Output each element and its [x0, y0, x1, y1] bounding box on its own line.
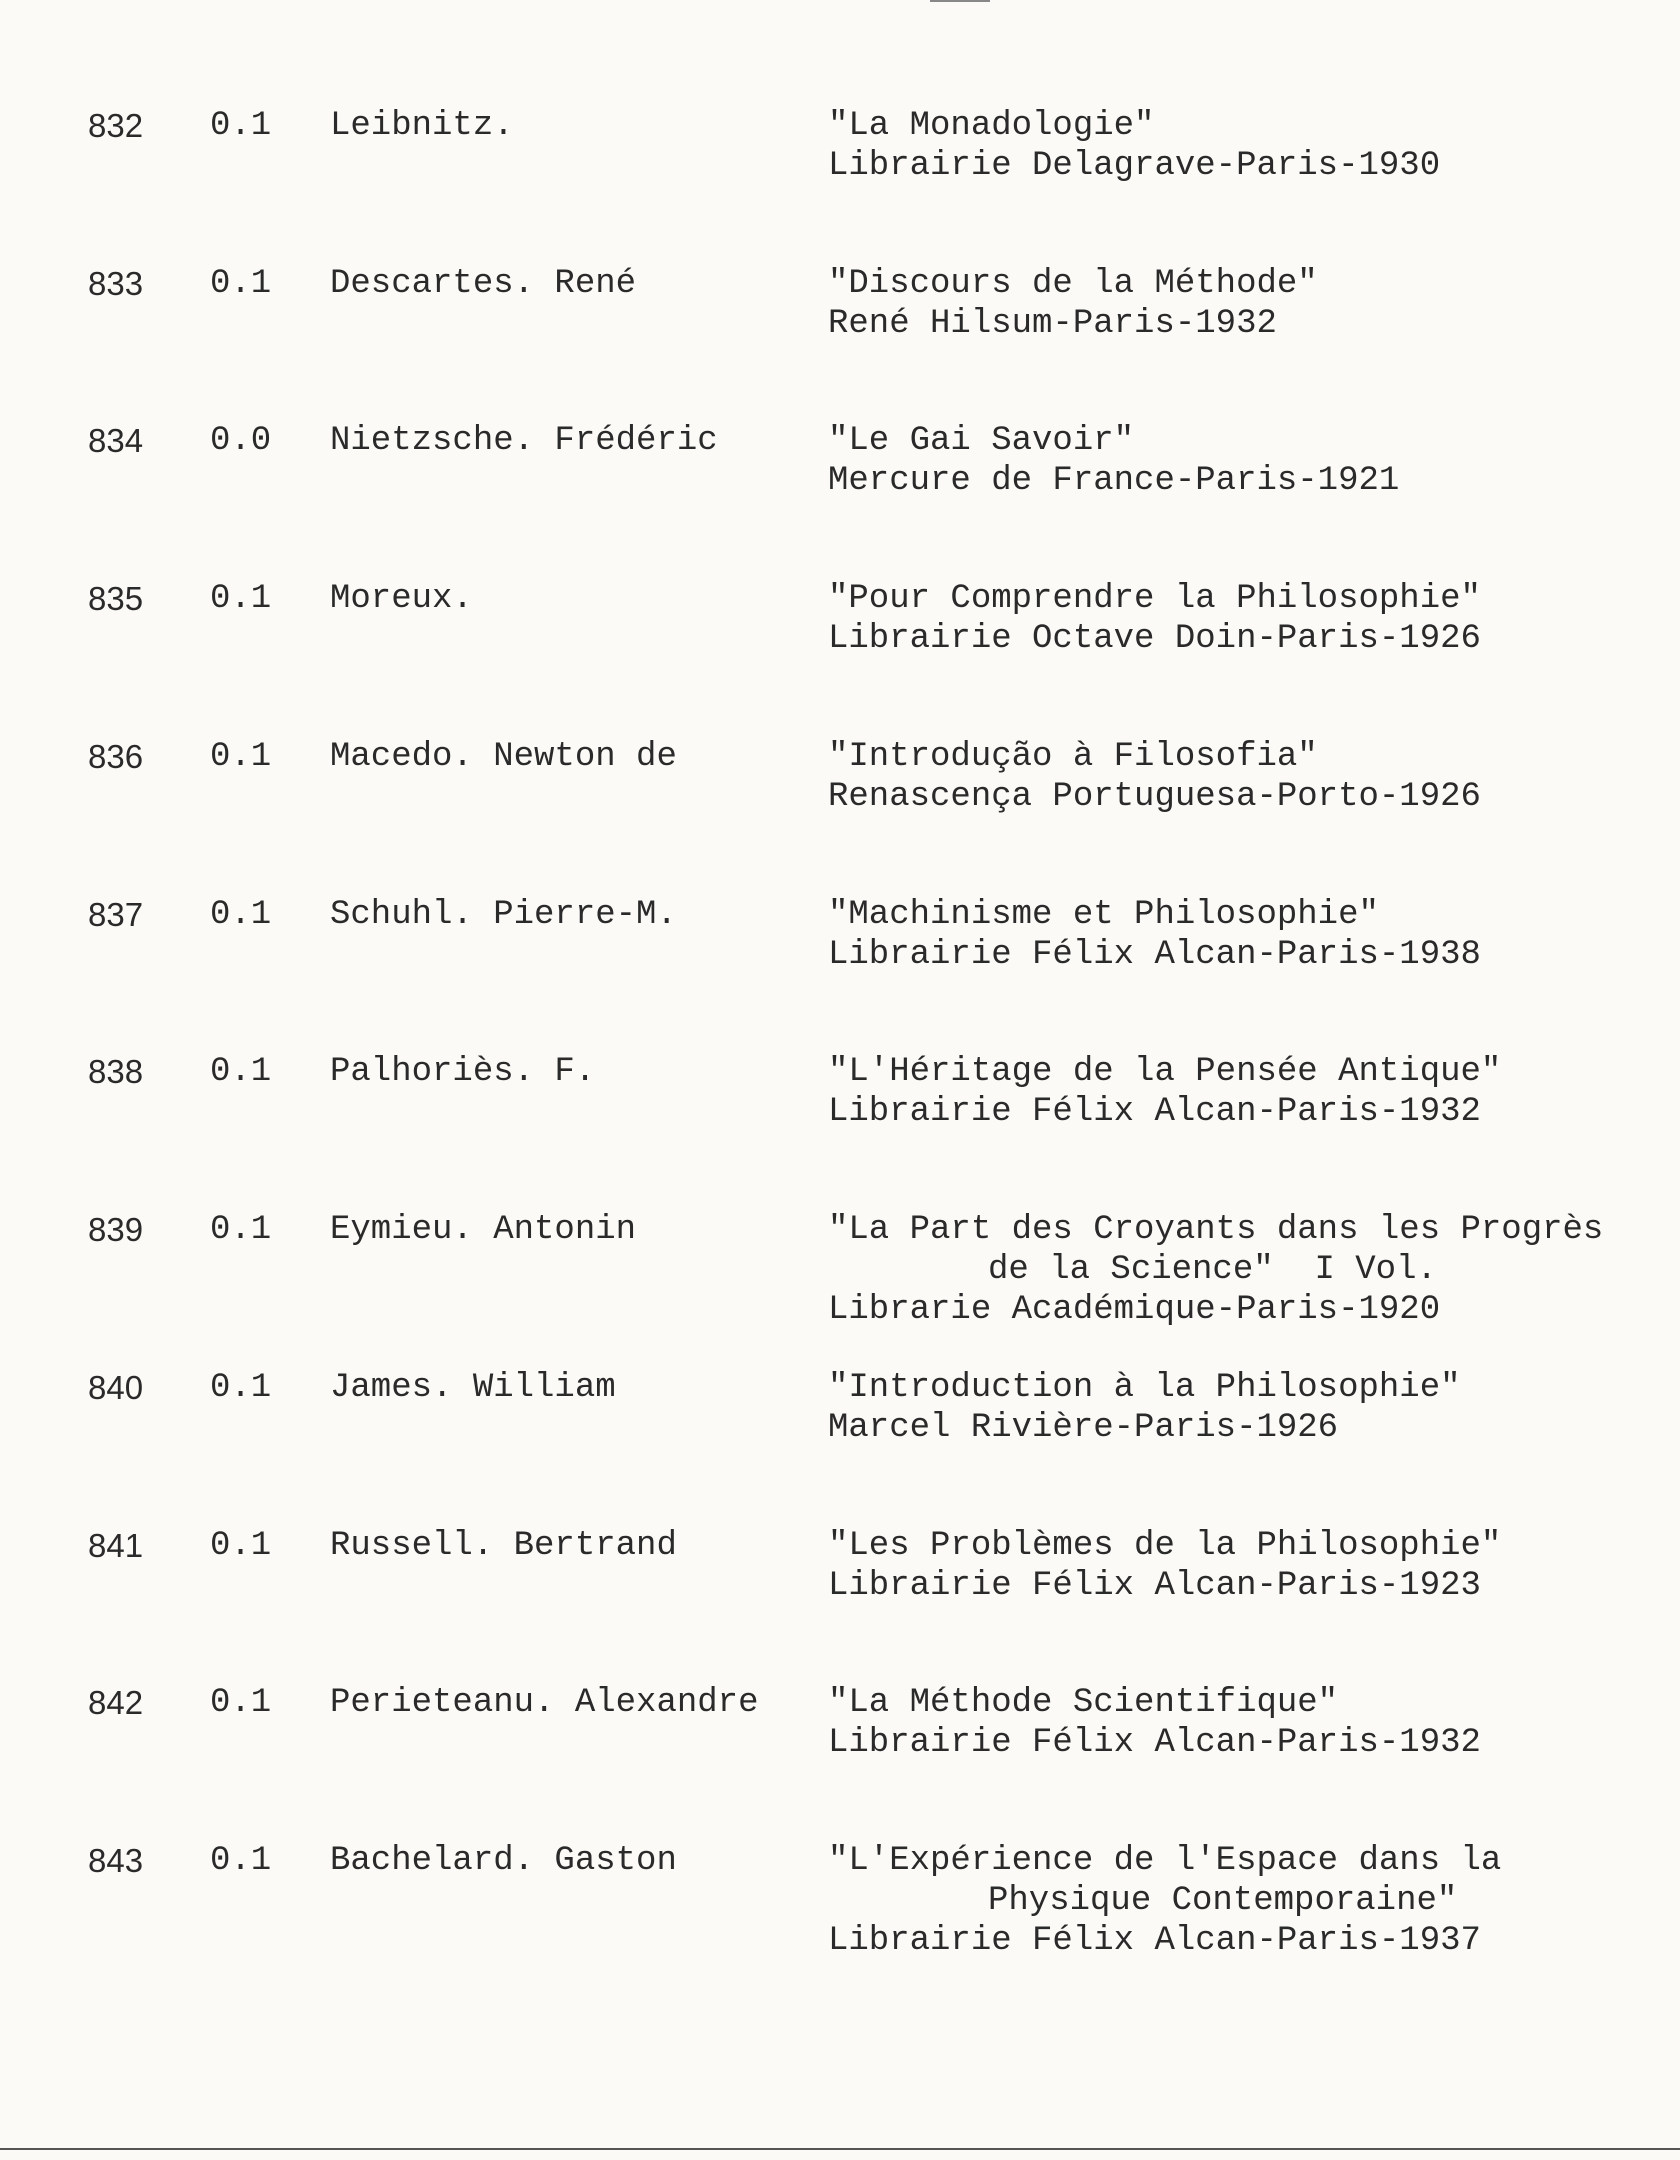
entry-title: "L'Expérience de l'Espace dans la — [828, 1842, 1502, 1880]
bottom-rule — [0, 2148, 1680, 2150]
entry-author: Moreux. — [330, 580, 473, 618]
entry-publisher: Librairie Félix Alcan-Paris-1923 — [828, 1567, 1481, 1605]
entry-reference — [828, 1841, 1648, 1961]
entry-reference — [828, 1210, 1648, 1330]
entry-class: 0.1 — [210, 1527, 272, 1565]
entry-author: Russell. Bertrand — [330, 1527, 677, 1565]
entry-number: 842 — [88, 1684, 144, 1721]
entry-author: Bachelard. Gaston — [330, 1842, 677, 1880]
entry-title: "Machinisme et Philosophie" — [828, 896, 1379, 934]
entry-number: 838 — [88, 1053, 144, 1090]
entry-publisher: Librairie Félix Alcan-Paris-1932 — [828, 1093, 1481, 1131]
entry-author: Schuhl. Pierre-M. — [330, 896, 677, 934]
entry-publisher: Mercure de France-Paris-1921 — [828, 462, 1400, 500]
entry-class: 0.1 — [210, 896, 272, 934]
entry-title: "Introdução à Filosofia" — [828, 738, 1318, 776]
entry-reference — [828, 421, 1648, 501]
entry-publisher: Librairie Félix Alcan-Paris-1932 — [828, 1724, 1481, 1762]
entry-reference — [828, 1526, 1648, 1606]
entry-class: 0.0 — [210, 422, 272, 460]
entry-author: Palhoriès. F. — [330, 1053, 596, 1091]
entry-class: 0.1 — [210, 580, 272, 618]
entry-title: "La Méthode Scientifique" — [828, 1684, 1339, 1722]
entry-title: "Discours de la Méthode" — [828, 265, 1318, 303]
entry-title: "Les Problèmes de la Philosophie" — [828, 1527, 1502, 1565]
entry-reference — [828, 737, 1648, 817]
entry-author: Perieteanu. Alexandre — [330, 1684, 759, 1722]
entry-publisher: Renascença Portuguesa-Porto-1926 — [828, 778, 1481, 816]
entry-reference — [828, 264, 1648, 344]
entry-number: 839 — [88, 1211, 144, 1248]
top-edge-mark — [930, 0, 990, 2]
entry-author: Leibnitz. — [330, 107, 514, 145]
entry-author: James. William — [330, 1369, 616, 1407]
entry-author: Macedo. Newton de — [330, 738, 677, 776]
entry-class: 0.1 — [210, 1842, 272, 1880]
entry-author: Eymieu. Antonin — [330, 1211, 637, 1249]
entry-reference — [828, 579, 1648, 659]
entry-title: "Pour Comprendre la Philosophie" — [828, 580, 1481, 618]
entry-number: 840 — [88, 1369, 144, 1406]
entry-publisher: Librairie Félix Alcan-Paris-1937 — [828, 1922, 1481, 1960]
entry-title: "La Monadologie" — [828, 107, 1155, 145]
entry-title: "La Part des Croyants dans les Progrès — [828, 1211, 1604, 1249]
entry-class: 0.1 — [210, 738, 272, 776]
entry-title: "L'Héritage de la Pensée Antique" — [828, 1053, 1502, 1091]
entry-class: 0.1 — [210, 107, 272, 145]
entry-class: 0.1 — [210, 1053, 272, 1091]
entry-title: "Introduction à la Philosophie" — [828, 1369, 1461, 1407]
entry-publisher: Librarie Académique-Paris-1920 — [828, 1291, 1441, 1329]
entry-reference — [828, 106, 1648, 186]
entry-number: 833 — [88, 265, 144, 302]
entry-class: 0.1 — [210, 1369, 272, 1407]
entry-number: 837 — [88, 896, 144, 933]
entry-reference — [828, 1683, 1648, 1763]
entry-reference — [828, 1368, 1648, 1448]
entry-number: 836 — [88, 738, 144, 775]
entry-title-continued: de la Science" I Vol. — [988, 1251, 1437, 1289]
entry-author: Descartes. René — [330, 265, 637, 303]
entry-publisher: René Hilsum-Paris-1932 — [828, 305, 1277, 343]
entry-publisher: Librairie Octave Doin-Paris-1926 — [828, 620, 1481, 658]
entry-number: 832 — [88, 107, 144, 144]
entry-publisher: Marcel Rivière-Paris-1926 — [828, 1409, 1339, 1447]
entry-reference — [828, 1052, 1648, 1132]
entry-reference — [828, 895, 1648, 975]
entry-class: 0.1 — [210, 1211, 272, 1249]
entry-class: 0.1 — [210, 1684, 272, 1722]
entry-author: Nietzsche. Frédéric — [330, 422, 718, 460]
entry-class: 0.1 — [210, 265, 272, 303]
entry-publisher: Librairie Delagrave-Paris-1930 — [828, 147, 1441, 185]
entry-publisher: Librairie Félix Alcan-Paris-1938 — [828, 936, 1481, 974]
entry-number: 843 — [88, 1842, 144, 1879]
entry-title: "Le Gai Savoir" — [828, 422, 1135, 460]
entry-number: 835 — [88, 580, 144, 617]
entry-title-continued: Physique Contemporaine" — [988, 1882, 1458, 1920]
entry-number: 841 — [88, 1527, 144, 1564]
entry-number: 834 — [88, 422, 144, 459]
